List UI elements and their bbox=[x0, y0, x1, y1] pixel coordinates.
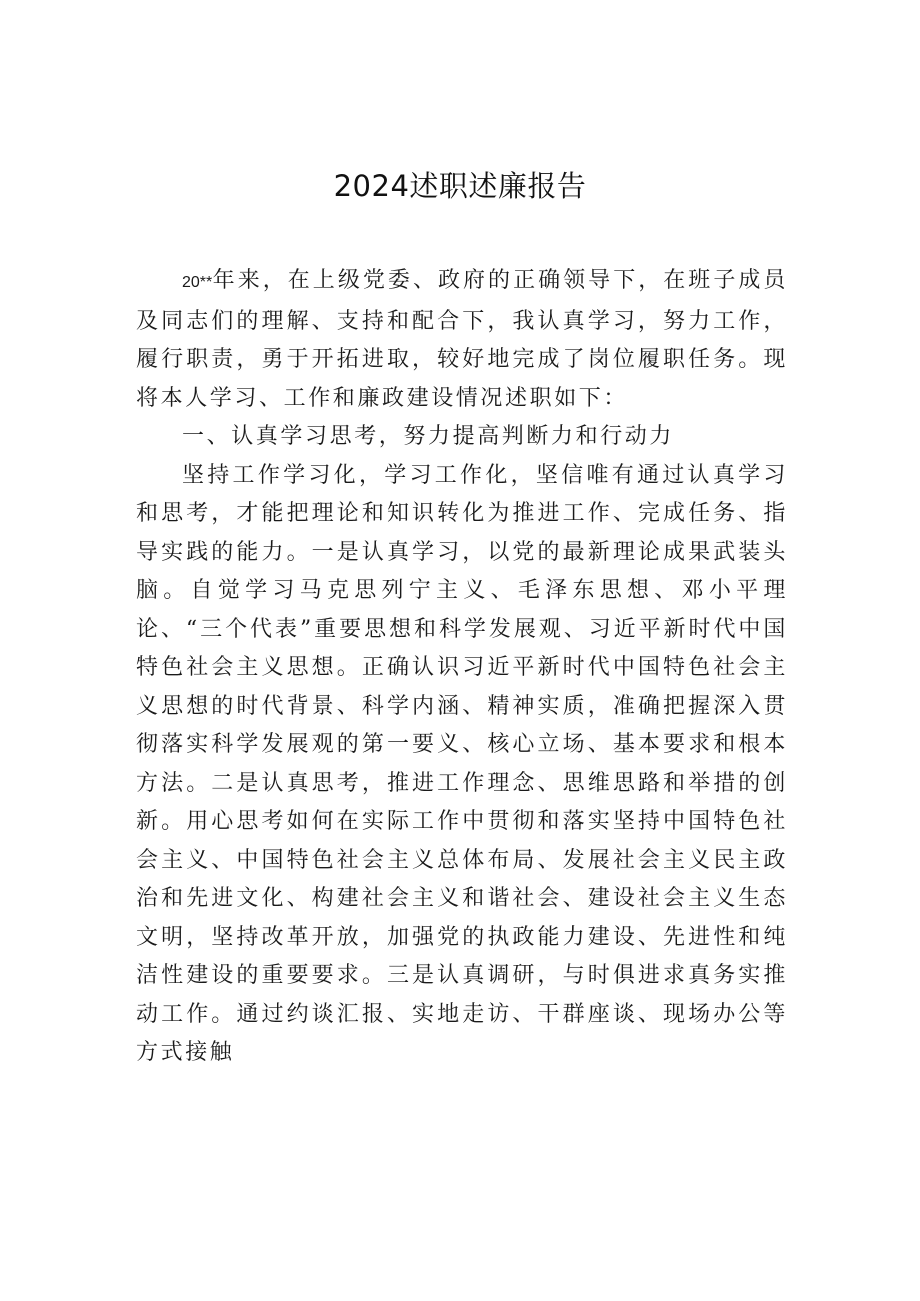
intro-year: 20** bbox=[182, 274, 213, 291]
document-title: 2024述职述廉报告 bbox=[333, 169, 587, 203]
section-1-heading: 一、认真学习思考，努力提高判断力和行动力 bbox=[182, 424, 675, 449]
document-body bbox=[136, 262, 788, 1073]
intro-paragraph bbox=[136, 262, 788, 418]
section-1-paragraph: 坚持工作学习化，学习工作化，坚信唯有通过认真学习和思考，才能把理论和知识转化为推进工作、完成任务、指导实践的能力。一是认真学习，以党的最新理论成果武装头脑。自觉学习马克思列宁主义、毛泽东思想、邓小平理论、“三个代表”重要思想和科学发展观、习近平新时代中国特色社会主义思想。正确认识习近平新时代中国特色社会主义思想的时代背景、科学内涵、精神实质，准确把握深入贯彻落实科学发展观的第一要义、核心立场、基本要求和根本方法。二是认真思考，推进工作理念、思维思路和举措的创新。用心思考如何在实际工作中贯彻和落实坚持中国特色社会主义、中国特色社会主义总体布局、发展社会主义民主政治和先进文化、构建社会主义和谐社会、建设社会主义生态文明，坚持改革开放，加强党的执政能力建设、先进性和纯洁性建设的重要要求。三是认真调研，与时俱进求真务实推动工作。通过约谈汇报、实地走访、干群座谈、现场办公等方式接触 bbox=[136, 462, 788, 1065]
intro-text: 年来，在上级党委、政府的正确领导下，在班子成员及同志们的理解、支持和配合下，我认真学习，努力工作，履行职责，勇于开拓进取，较好地完成了岗位履职任务。现将本人学习、工作和廉政建设情况述职如下： bbox=[136, 268, 788, 411]
